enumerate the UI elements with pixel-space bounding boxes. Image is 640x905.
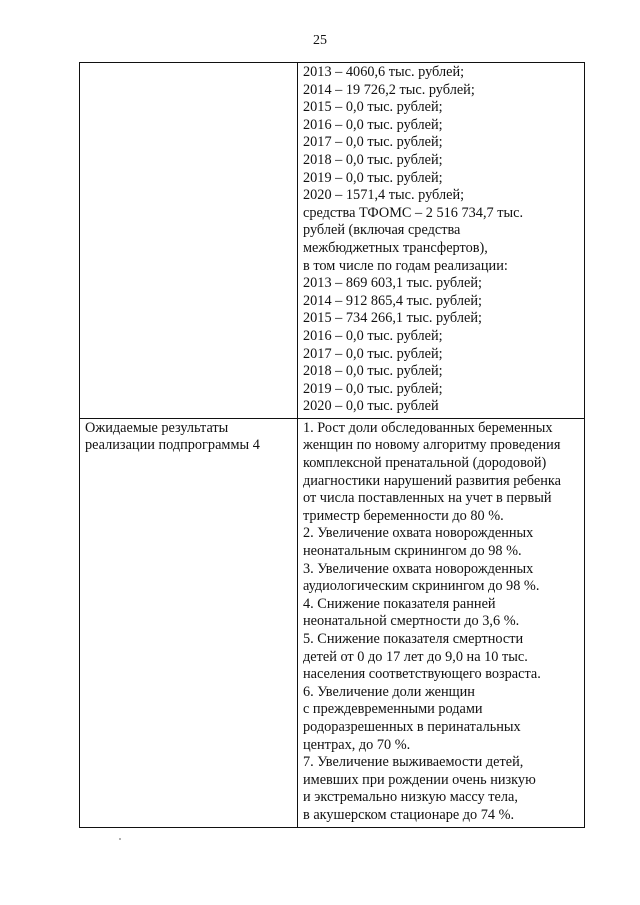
results-line: населения соответствующего возраста.: [303, 666, 541, 683]
table-row-funding: [80, 63, 585, 419]
funding-line: в том числе по годам реализации:: [303, 257, 508, 274]
funding-line: 2014 – 912 865,4 тыс. рублей;: [303, 292, 482, 309]
results-line: аудиологическим скринингом до 98 %.: [303, 578, 540, 595]
funding-line: 2014 – 19 726,2 тыс. рублей;: [303, 81, 475, 98]
results-line: неонатальной смертности до 3,6 %.: [303, 613, 520, 630]
results-label-line: Ожидаемые результаты: [85, 419, 229, 436]
funding-line: 2020 – 0,0 тыс. рублей: [303, 398, 439, 415]
results-line: и экстремально низкую массу тела,: [303, 789, 518, 806]
results-line: неонатальным скринингом до 98 %.: [303, 543, 522, 560]
results-line: 2. Увеличение охвата новорожденных: [303, 525, 534, 542]
results-label-line: реализации подпрограммы 4: [85, 437, 260, 454]
funding-line: 2018 – 0,0 тыс. рублей;: [303, 151, 443, 168]
results-line: имевших при рождении очень низкую: [303, 771, 536, 788]
funding-line: 2015 – 0,0 тыс. рублей;: [303, 99, 443, 116]
funding-line: 2013 – 4060,6 тыс. рублей;: [303, 64, 465, 80]
results-line: триместр беременности до 80 %.: [303, 507, 504, 524]
results-value-cell: [298, 418, 585, 827]
results-line: детей от 0 до 17 лет до 9,0 на 10 тыс.: [303, 648, 528, 665]
funding-line: средства ТФОМС – 2 516 734,7 тыс.: [303, 204, 524, 221]
results-line: в акушерском стационаре до 74 %.: [303, 806, 515, 823]
funding-line: 2019 – 0,0 тыс. рублей;: [303, 380, 443, 397]
funding-line: межбюджетных трансфертов),: [303, 239, 488, 256]
results-line: от числа поставленных на учет в первый: [303, 490, 552, 507]
funding-line: 2013 – 869 603,1 тыс. рублей;: [303, 275, 482, 292]
funding-line: 2017 – 0,0 тыс. рублей;: [303, 345, 443, 362]
table-row-results: [80, 418, 585, 827]
funding-line: 2017 – 0,0 тыс. рублей;: [303, 134, 443, 151]
funding-value-cell: [298, 63, 585, 419]
funding-line: 2016 – 0,0 тыс. рублей;: [303, 327, 443, 344]
results-label-cell: [80, 418, 298, 827]
scan-speck: [119, 838, 121, 840]
funding-line: 2020 – 1571,4 тыс. рублей;: [303, 187, 465, 204]
funding-line: 2018 – 0,0 тыс. рублей;: [303, 363, 443, 380]
results-line: 6. Увеличение доли женщин: [303, 683, 475, 700]
results-line: центрах, до 70 %.: [303, 736, 411, 753]
results-line: диагностики нарушений развития ребенка: [303, 472, 561, 489]
results-line: с преждевременными родами: [303, 701, 483, 718]
results-line: женщин по новому алгоритму проведения: [303, 437, 561, 454]
results-line: родоразрешенных в перинатальных: [303, 718, 521, 735]
funding-line: рублей (включая средства: [303, 222, 461, 239]
funding-label-cell: [80, 63, 298, 419]
funding-line: 2015 – 734 266,1 тыс. рублей;: [303, 310, 482, 327]
results-line: 1. Рост доли обследованных беременных: [303, 419, 553, 436]
results-line: 7. Увеличение выживаемости детей,: [303, 754, 524, 771]
results-line: 4. Снижение показателя ранней: [303, 595, 496, 612]
funding-line: 2019 – 0,0 тыс. рублей;: [303, 169, 443, 186]
page-number: 25: [313, 33, 327, 48]
funding-line: 2016 – 0,0 тыс. рублей;: [303, 116, 443, 133]
results-line: комплексной пренатальной (дородовой): [303, 455, 547, 472]
passport-table: [79, 62, 585, 828]
results-line: 5. Снижение показателя смертности: [303, 631, 524, 647]
results-line: 3. Увеличение охвата новорожденных: [303, 560, 534, 577]
